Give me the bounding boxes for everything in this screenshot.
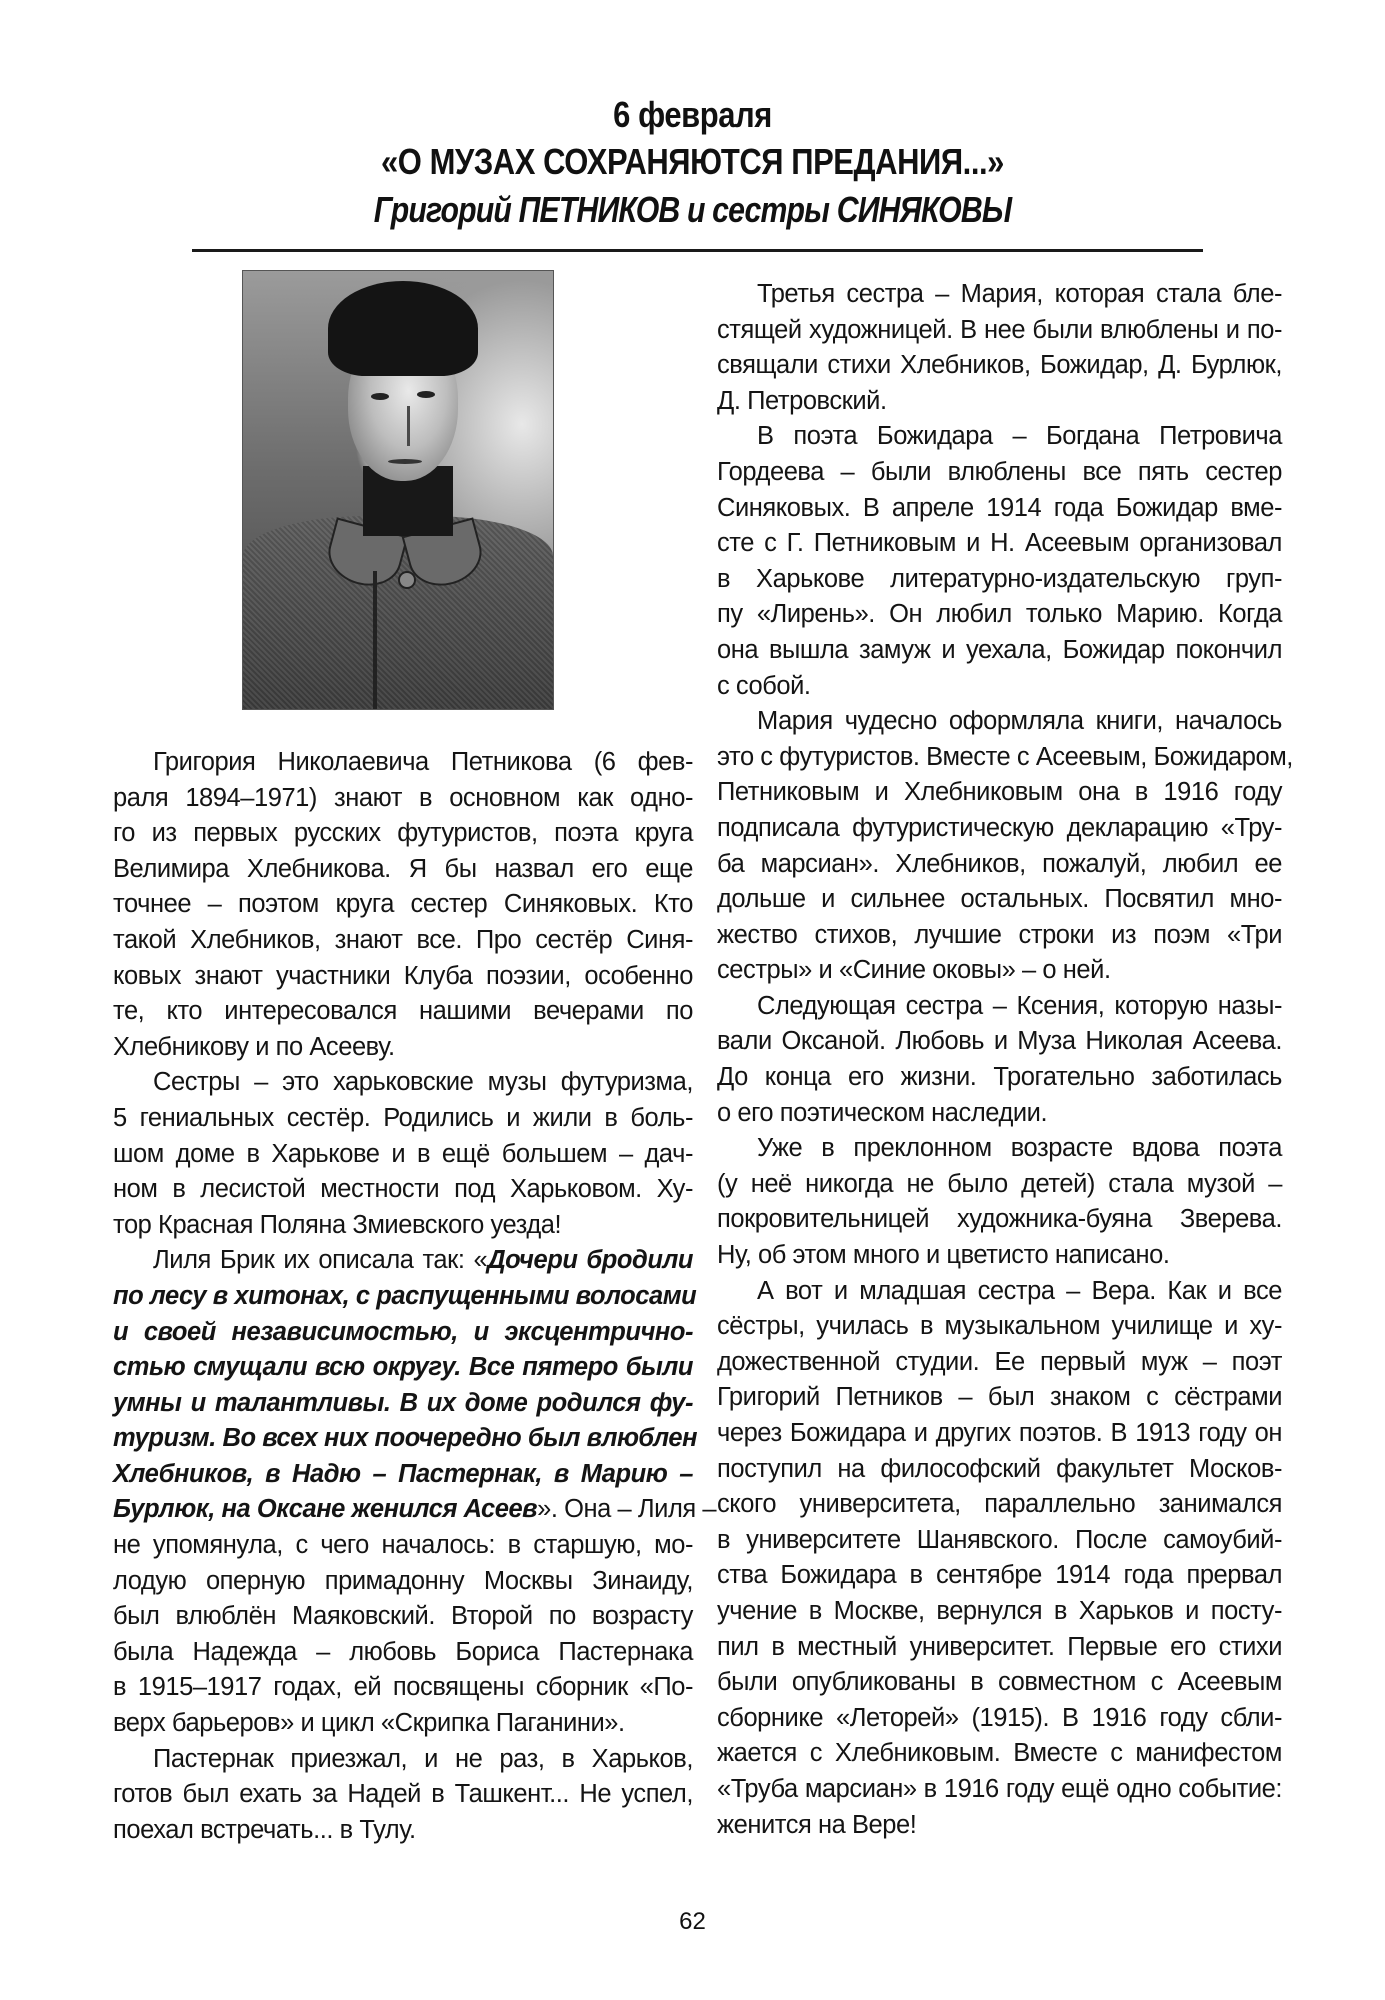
line-text: учение в Москве, вернулся в Харьков и посту- (717, 1596, 1282, 1625)
text-line (113, 1457, 693, 1493)
line-text: шом доме в Харькове и в ещё большем – дач- (113, 1139, 693, 1168)
text-line (717, 491, 1282, 527)
photo-mouth (388, 459, 422, 464)
line-text: была Надежда – любовь Бориса Пастернака (113, 1637, 693, 1666)
line-text: сестры» и «Синие оковы» – о ней. (717, 956, 1111, 985)
text-line (113, 1065, 693, 1101)
line-text: А вот и младшая сестра – Вера. Как и все (757, 1276, 1282, 1305)
left-text-column (113, 745, 717, 1848)
text-line (717, 918, 1282, 954)
text-line (113, 1813, 693, 1849)
line-text: это с футуристов. Вместе с Асеевым, Божидаром, (717, 742, 1293, 771)
text-line (113, 1350, 693, 1386)
line-text: Пастернак приезжал, и не раз, в Харьков, (153, 1744, 693, 1773)
text-line (113, 1742, 693, 1778)
text-line (717, 1416, 1282, 1452)
line-text: ского университета, параллельно занимался (717, 1490, 1282, 1519)
line-text: покровительницей художника-буяна Зверева. (717, 1205, 1282, 1234)
photo-placket (373, 571, 377, 710)
line-text: сёстры, училась в музыкальном училище и ху- (717, 1312, 1282, 1341)
text-line (717, 1701, 1282, 1737)
text-line (717, 811, 1282, 847)
text-line (113, 781, 693, 817)
line-text: верх барьеров» и цикл «Скрипка Паганини». (113, 1709, 625, 1738)
line-text: поступил на философский факультет Москов- (717, 1454, 1282, 1483)
text-line (717, 419, 1282, 455)
text-line (717, 348, 1282, 384)
text-line (113, 1492, 717, 1528)
text-line (717, 704, 1282, 740)
line-text: жество стихов, лучшие строки из поэм «Три (717, 920, 1282, 949)
text-line (113, 1421, 698, 1457)
line-text: ковых знают участники Клуба поэзии, особенно (113, 961, 693, 990)
text-line (717, 1665, 1282, 1701)
line-text: Уже в преклонном возрасте вдова поэта (757, 1134, 1282, 1163)
line-text: она вышла замуж и уехала, Божидар покончил (717, 635, 1282, 664)
text-line (113, 1706, 693, 1742)
text-line (717, 633, 1282, 669)
text-line (717, 384, 1282, 420)
line-text: были опубликованы в совместном с Асеевым (717, 1668, 1282, 1697)
quote-text: и своей независимостью, и эксцентрично- (113, 1317, 693, 1346)
line-text: Ну, об этом много и цветисто написано. (717, 1241, 1170, 1270)
text-line (113, 1315, 693, 1351)
line-text: через Божидара и других поэтов. В 1913 году он (717, 1419, 1282, 1447)
text-line (113, 1137, 693, 1173)
text-line (717, 1558, 1282, 1594)
text-line (717, 847, 1282, 883)
line-text: не упомянула, с чего началось: в старшую, мо- (113, 1531, 693, 1560)
line-text: в 1915–1917 годах, ей посвящены сборник «По- (113, 1673, 693, 1702)
line-text: Сестры – это харьковские музы футуризма, (153, 1068, 693, 1097)
quote-text: Хлебников, в Надю – Пастернак, в Марию – (113, 1459, 693, 1488)
line-text: женится на Вере! (717, 1810, 917, 1839)
line-text: был влюблён Маяковский. Второй по возрасту (113, 1602, 693, 1631)
text-line (113, 745, 693, 781)
text-line (717, 562, 1282, 598)
line-text: ». Она – Лиля – (537, 1495, 717, 1524)
line-text: Гордеева – были влюблены все пять сестер (717, 457, 1282, 486)
text-line (113, 994, 693, 1030)
text-line (717, 1772, 1282, 1808)
text-line (717, 1523, 1282, 1559)
text-line (717, 1060, 1282, 1096)
line-text: 5 гениальных сестёр. Родились и жили в боль- (113, 1103, 693, 1132)
line-text: Следующая сестра – Ксения, которую назы- (757, 991, 1282, 1020)
quote-text: Бурлюк, на Оксане женился Асеев (113, 1495, 538, 1524)
text-line (113, 1635, 693, 1671)
text-line (113, 1243, 693, 1279)
line-text: го из первых русских футуристов, поэта круга (113, 819, 693, 848)
line-text: ном в лесистой местности под Харьковом. Ху- (113, 1175, 693, 1204)
line-text: лодую оперную примадонну Москвы Зинаиду, (113, 1566, 693, 1595)
text-line (717, 526, 1282, 562)
text-line (717, 1309, 1282, 1345)
line-text: раля 1894–1971) знают в основном как одно- (113, 783, 693, 812)
line-text: До конца его жизни. Трогательно заботилась (717, 1063, 1282, 1092)
line-text: в Харькове литературно-издательскую груп- (717, 564, 1282, 593)
line-text: Григорий Петников – был знаком с сёстрами (717, 1383, 1282, 1412)
text-line (113, 923, 693, 959)
right-text-column (717, 277, 1293, 1843)
line-text: пил в местный университет. Первые его стихи (717, 1632, 1282, 1661)
text-line (717, 313, 1282, 349)
line-text: дожественной студии. Ее первый муж – поэт (717, 1347, 1282, 1376)
text-line (717, 1487, 1282, 1523)
line-text: Петниковым и Хлебниковым она в 1916 году (717, 778, 1282, 807)
text-line (717, 597, 1282, 633)
text-line (113, 1670, 693, 1706)
line-text: Велимира Хлебникова. Я бы назвал его еще (113, 854, 693, 883)
text-line (113, 1777, 693, 1813)
portrait-photo (242, 270, 554, 710)
text-line (717, 882, 1282, 918)
line-text: ства Божидара в сентябре 1914 года прервал (717, 1561, 1282, 1590)
line-text: поехал встречать... в Тулу. (113, 1815, 416, 1844)
line-text: ба марсиан». Хлебников, пожалуй, любил ее (717, 849, 1282, 878)
line-text: тор Красная Поляна Змиевского уезда! (113, 1210, 562, 1239)
text-line (717, 775, 1282, 811)
text-line (113, 816, 693, 852)
text-line (717, 1808, 1282, 1844)
line-text: Синяковых. В апреле 1914 года Божидар вме- (717, 493, 1282, 522)
line-text: в университете Шанявского. После самоубий- (717, 1525, 1282, 1554)
article-subtitle: Григорий ПЕТНИКОВ и сестры СИНЯКОВЫ (373, 189, 1012, 230)
text-line (717, 1452, 1282, 1488)
text-line (113, 852, 693, 888)
text-line (717, 1630, 1282, 1666)
line-text: те, кто интересовался нашими вечерами по (113, 997, 693, 1026)
quote-text: по лесу в хитонах, с распущенными волосами (113, 1281, 697, 1310)
text-line (717, 1380, 1282, 1416)
text-line (717, 1167, 1282, 1203)
text-line (717, 1345, 1282, 1381)
line-text: В поэта Божидара – Богдана Петровича (757, 422, 1282, 451)
text-line (717, 1736, 1282, 1772)
text-line (113, 887, 693, 923)
text-line (113, 1564, 693, 1600)
line-text: готов был ехать за Надей в Ташкент... Не успел, (113, 1780, 693, 1809)
line-text: сте с Г. Петниковым и Н. Асеевым организовал (717, 529, 1282, 558)
text-line (717, 1238, 1282, 1274)
text-line (113, 1528, 693, 1564)
article-title: «О МУЗАХ СОХРАНЯЮТСЯ ПРЕДАНИЯ...» (381, 141, 1004, 182)
line-text: с собой. (717, 671, 811, 700)
quote-text: умны и талантливы. В их доме родился фу- (113, 1388, 693, 1417)
line-text: пу «Лирень». Он любил только Марию. Когда (717, 600, 1282, 629)
text-line (113, 1279, 697, 1315)
quote-text: Дочери бродили (487, 1246, 693, 1275)
quote-text: стью смущали всю округу. Все пятеро были (113, 1353, 693, 1382)
text-line (113, 1386, 693, 1422)
line-text: сборнике «Леторей» (1915). В 1916 году сбли- (717, 1703, 1282, 1732)
line-text: Лиля Брик их описала так: « (153, 1246, 488, 1275)
article-date: 6 февраля (613, 94, 772, 135)
line-text: Д. Петровский. (717, 386, 887, 415)
page-number: 62 (679, 1908, 706, 1935)
text-line (113, 1101, 693, 1137)
quote-text: туризм. Во всех них поочередно был влюблен (113, 1424, 698, 1453)
line-text: Хлебникову и по Асееву. (113, 1032, 395, 1061)
line-text: Третья сестра – Мария, которая стала бле- (757, 280, 1282, 308)
line-text: «Труба марсиан» в 1916 году ещё одно событие: (717, 1774, 1282, 1803)
line-text: Мария чудесно оформляла книги, началось (757, 707, 1282, 736)
text-line (717, 1131, 1282, 1167)
text-line (717, 740, 1293, 776)
photo-nose (395, 406, 410, 446)
text-line (717, 277, 1282, 313)
line-text: вали Оксаной. Любовь и Муза Николая Асеева. (717, 1027, 1282, 1056)
line-text: о его поэтическом наследии. (717, 1098, 1048, 1127)
photo-coat-button (398, 571, 416, 589)
text-line (717, 1024, 1282, 1060)
article-header (0, 92, 1385, 234)
line-text: дольше и сильнее остальных. Посвятил мно- (717, 885, 1282, 914)
text-line (717, 1096, 1282, 1132)
text-line (717, 455, 1282, 491)
line-text: жается с Хлебниковым. Вместе с манифестом (717, 1739, 1282, 1768)
photo-eye-right (417, 391, 435, 398)
text-line (113, 959, 693, 995)
line-text: подписала футуристическую декларацию «Тру- (717, 813, 1282, 842)
line-text: Григория Николаевича Петникова (6 фев- (153, 748, 693, 776)
text-line (113, 1172, 693, 1208)
text-line (717, 1202, 1282, 1238)
line-text: (у неё никогда не было детей) стала музой – (717, 1169, 1282, 1198)
text-line (717, 1274, 1282, 1310)
line-text: точнее – поэтом круга сестер Синяковых. Кто (113, 890, 693, 919)
text-line (113, 1208, 693, 1244)
line-text: такой Хлебников, знают все. Про сестёр Синя- (113, 925, 693, 954)
text-line (113, 1030, 693, 1066)
text-line (717, 669, 1282, 705)
text-line (717, 989, 1282, 1025)
line-text: стящей художницей. В нее были влюблены и по- (717, 315, 1282, 344)
photo-eye-left (371, 393, 389, 400)
header-divider (192, 249, 1203, 252)
photo-hair (328, 281, 478, 376)
line-text: свящали стихи Хлебников, Божидар, Д. Бурлюк, (717, 351, 1282, 380)
text-line (113, 1599, 693, 1635)
text-line (717, 953, 1282, 989)
text-line (717, 1594, 1282, 1630)
